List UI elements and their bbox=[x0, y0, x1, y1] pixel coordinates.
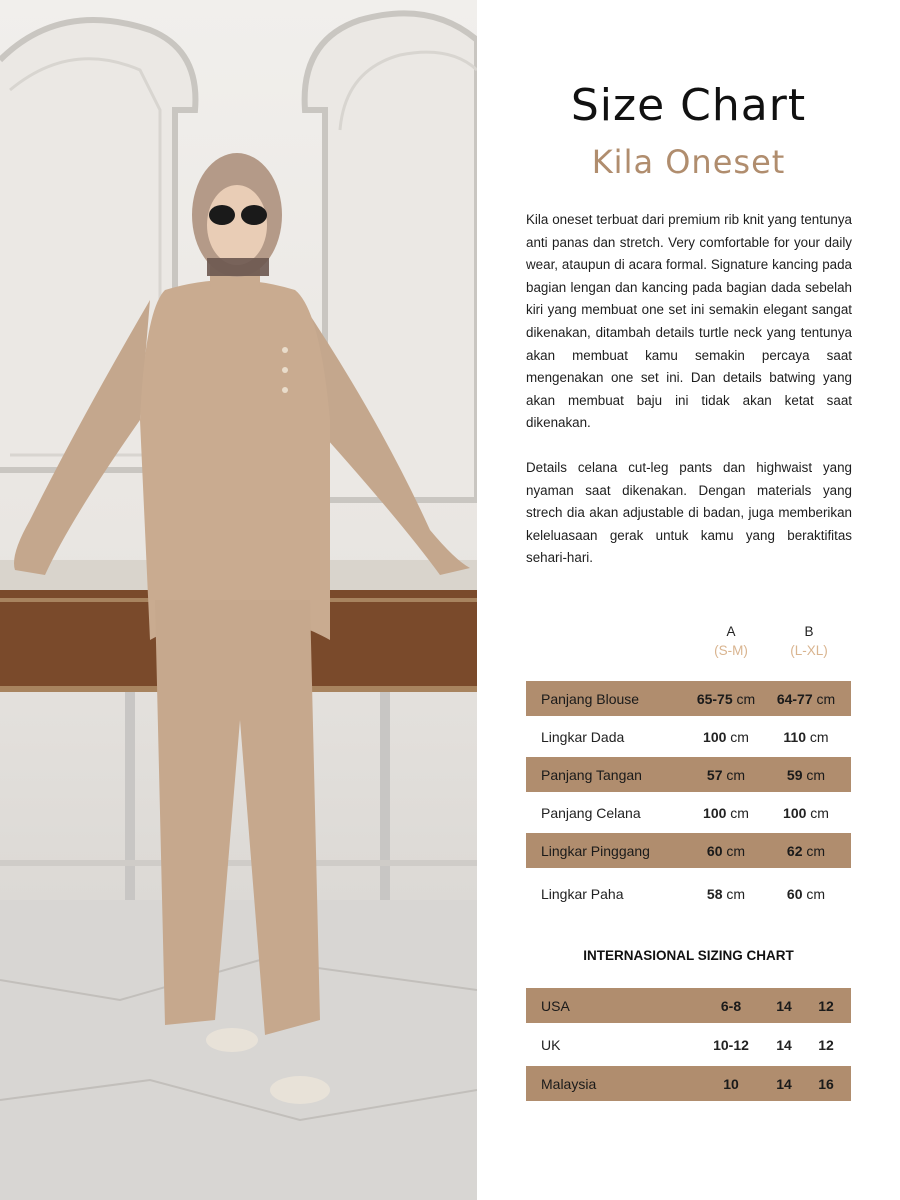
size-number: 65-75 bbox=[696, 690, 733, 707]
size-b-value bbox=[771, 886, 841, 902]
product-description bbox=[526, 209, 852, 592]
size-unit: cm bbox=[722, 885, 746, 902]
intl-size-value-2: 14 bbox=[776, 997, 792, 1014]
size-row bbox=[526, 876, 851, 911]
measurement-label: Lingkar Paha bbox=[541, 885, 624, 902]
size-column-a-header bbox=[696, 622, 766, 660]
intl-size-value-1: 10-12 bbox=[713, 1036, 749, 1053]
size-row bbox=[526, 681, 851, 716]
product-name: Kila Oneset bbox=[591, 143, 786, 181]
size-number: 100 bbox=[703, 728, 727, 745]
size-a-value bbox=[691, 843, 761, 859]
size-number: 110 bbox=[783, 728, 807, 745]
intl-row bbox=[526, 1066, 851, 1101]
size-row bbox=[526, 757, 851, 792]
international-size-table bbox=[526, 988, 851, 1105]
measurement-label: Panjang Blouse bbox=[541, 690, 640, 707]
country-label: UK bbox=[541, 1036, 561, 1053]
size-unit: cm bbox=[802, 885, 826, 902]
description-paragraph: Kila oneset terbuat dari premium rib knit yang tentunya anti panas dan stretch. Very comfortable for your daily wear, ataupun di acara formal. Signature kancing pada bagian lengan dan kancing pada bagian dada sebelah kiri yang membuat one set ini semakin elegant sangat dikenakan, ditambah details turtle neck yang tentunya akan membuat kamu semakin percaya saat mengenakan one set ini. Dan details batwing yang akan membuat baju ini tidak akan ketat saat dikenakan. bbox=[526, 212, 852, 431]
size-b-value bbox=[771, 729, 841, 745]
size-number: 60 bbox=[706, 842, 723, 859]
size-row bbox=[526, 795, 851, 830]
size-column-b-header bbox=[774, 622, 844, 660]
size-letter: A bbox=[726, 624, 736, 639]
size-unit: cm bbox=[812, 690, 836, 707]
size-unit: cm bbox=[732, 690, 756, 707]
size-row bbox=[526, 833, 851, 868]
size-number: 62 bbox=[786, 842, 803, 859]
size-b-value bbox=[771, 767, 841, 783]
measurement-label: Panjang Tangan bbox=[541, 766, 642, 783]
measurement-label: Lingkar Pinggang bbox=[541, 842, 650, 859]
size-number: 100 bbox=[783, 804, 807, 821]
size-unit: cm bbox=[802, 842, 826, 859]
intl-size-value-2: 14 bbox=[776, 1075, 792, 1092]
size-b-value bbox=[771, 691, 841, 707]
size-a-value bbox=[691, 767, 761, 783]
intl-size-value-1: 6-8 bbox=[720, 997, 742, 1014]
measurement-label: Panjang Celana bbox=[541, 804, 641, 821]
size-unit: cm bbox=[722, 842, 746, 859]
size-a-value bbox=[691, 729, 761, 745]
intl-row bbox=[526, 1027, 851, 1062]
size-table bbox=[526, 681, 851, 914]
description-paragraph: Details celana cut-leg pants dan highwaist yang nyaman saat dikenakan. Dengan materials yang strech dia akan adjustable di badan, juga memberikan keleluasaan gerak untuk kamu yang beraktifitas sehari-hari. bbox=[526, 459, 852, 566]
size-a-value bbox=[691, 886, 761, 902]
size-unit: cm bbox=[726, 728, 749, 745]
size-unit: cm bbox=[726, 804, 749, 821]
country-label: USA bbox=[541, 997, 570, 1014]
size-range: (L-XL) bbox=[790, 643, 828, 658]
size-unit: cm bbox=[806, 804, 829, 821]
size-unit: cm bbox=[722, 766, 746, 783]
size-number: 100 bbox=[703, 804, 727, 821]
size-number: 60 bbox=[786, 885, 803, 902]
country-label: Malaysia bbox=[541, 1075, 597, 1092]
intl-size-value-3: 12 bbox=[818, 997, 834, 1014]
intl-size-value-1: 10 bbox=[723, 1075, 739, 1092]
size-unit: cm bbox=[806, 728, 829, 745]
size-b-value bbox=[771, 805, 841, 821]
size-b-value bbox=[771, 843, 841, 859]
intl-row bbox=[526, 988, 851, 1023]
size-letter: B bbox=[804, 624, 814, 639]
size-a-value bbox=[691, 805, 761, 821]
intl-size-value-2: 14 bbox=[776, 1036, 792, 1053]
size-number: 59 bbox=[786, 766, 803, 783]
size-unit: cm bbox=[802, 766, 826, 783]
measurement-label: Lingkar Dada bbox=[541, 728, 625, 745]
size-number: 57 bbox=[706, 766, 723, 783]
size-a-value bbox=[691, 691, 761, 707]
page-title: Size Chart bbox=[570, 80, 807, 131]
size-row bbox=[526, 719, 851, 754]
size-range: (S-M) bbox=[714, 643, 748, 658]
size-number: 58 bbox=[706, 885, 723, 902]
intl-size-value-3: 16 bbox=[818, 1075, 834, 1092]
international-chart-title: INTERNASIONAL SIZING CHART bbox=[583, 948, 794, 963]
intl-size-value-3: 12 bbox=[818, 1036, 834, 1053]
size-number: 64-77 bbox=[776, 690, 813, 707]
